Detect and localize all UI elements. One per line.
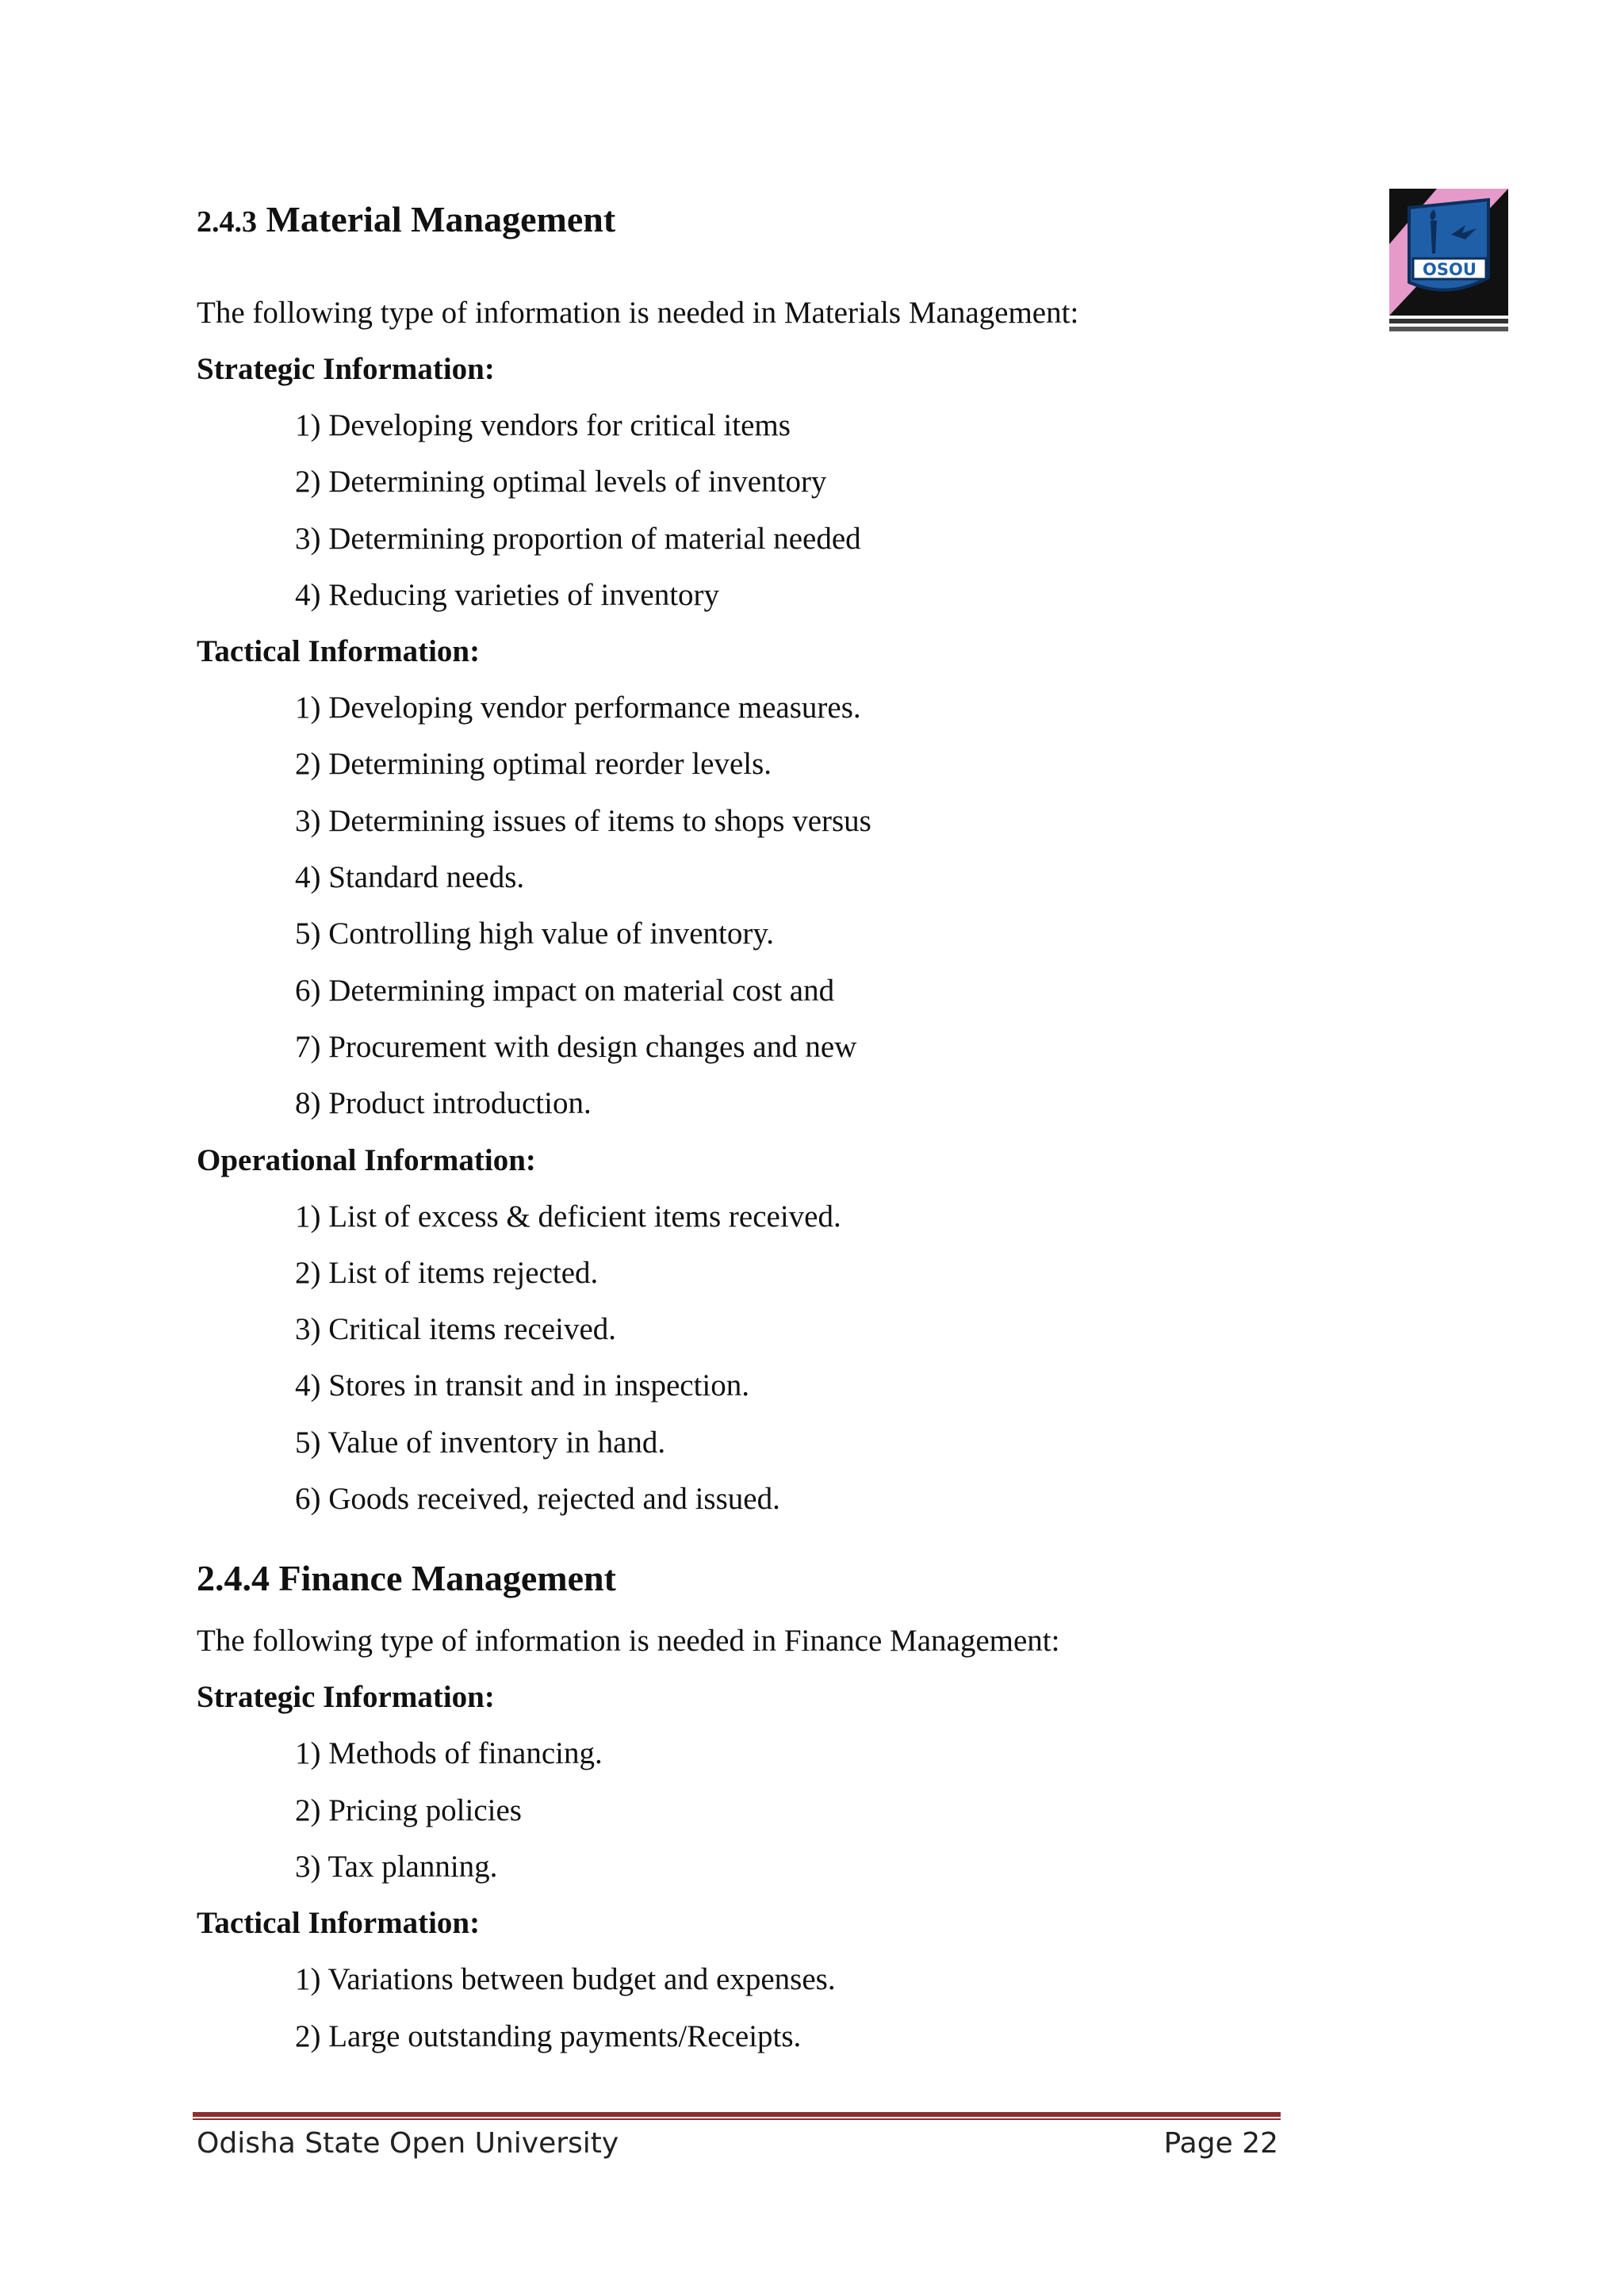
list-item: 6) Determining impact on material cost and <box>295 973 835 1008</box>
section-material-management <box>197 190 1307 1527</box>
footer-page-number: Page 22 <box>1163 2127 1278 2160</box>
tactical-list <box>197 1951 1307 2064</box>
list-item: 2) Pricing policies <box>295 1793 522 1827</box>
list-item: 1) Developing vendor performance measures. <box>295 691 861 725</box>
list-item: 3) Tax planning. <box>295 1849 498 1884</box>
footer-rule <box>193 2112 1281 2120</box>
section-title: Material Management <box>266 199 616 239</box>
list-item: 3) Determining issues of items to shops versus <box>295 803 871 838</box>
section-intro: The following type of information is needed in Finance Management: <box>197 1624 1060 1659</box>
list-item: 3) Critical items received. <box>295 1312 617 1347</box>
osou-university-logo-icon <box>1389 189 1508 336</box>
strategic-heading: Strategic Information: <box>197 1680 495 1715</box>
list-item: 8) Product introduction. <box>295 1086 592 1121</box>
section-title: Finance Management <box>278 1558 616 1599</box>
tactical-list <box>197 679 1307 1131</box>
list-item: 4) Stores in transit and in inspection. <box>295 1368 750 1403</box>
list-item: 2) Determining optimal reorder levels. <box>295 747 772 782</box>
tactical-heading: Tactical Information: <box>197 1906 481 1941</box>
section-number: 2.4.4 <box>197 1558 270 1599</box>
document-body <box>197 190 1307 2064</box>
list-item: 5) Controlling high value of inventory. <box>295 916 775 951</box>
list-item: 6) Goods received, rejected and issued. <box>295 1482 780 1517</box>
section-number: 2.4.3 <box>197 205 257 239</box>
list-item: 2) Large outstanding payments/Receipts. <box>295 2019 802 2053</box>
list-item: 4) Reducing varieties of inventory <box>295 577 720 612</box>
list-item: 1) Developing vendors for critical items <box>295 408 791 442</box>
list-item: 4) Standard needs. <box>295 860 525 895</box>
section-intro: The following type of information is needed in Materials Management: <box>197 296 1079 330</box>
section-finance-management <box>197 1549 1307 2064</box>
footer-university-name: Odisha State Open University <box>197 2127 619 2160</box>
section-heading <box>197 190 1307 251</box>
tactical-heading: Tactical Information: <box>197 634 481 669</box>
list-item: 2) List of items rejected. <box>295 1255 599 1290</box>
list-item: 1) Methods of financing. <box>295 1736 603 1771</box>
list-item: 3) Determining proportion of material needed <box>295 521 861 556</box>
strategic-list <box>197 1725 1307 1895</box>
strategic-heading: Strategic Information: <box>197 352 495 386</box>
list-item: 7) Procurement with design changes and new <box>295 1029 857 1064</box>
strategic-list <box>197 397 1307 623</box>
list-item: 1) List of excess & deficient items received. <box>295 1199 841 1234</box>
list-item: 2) Determining optimal levels of inventory <box>295 465 827 499</box>
logo-text: OSOU <box>1423 260 1477 279</box>
list-item: 5) Value of inventory in hand. <box>295 1425 666 1460</box>
list-item: 1) Variations between budget and expenses. <box>295 1962 836 1997</box>
section-heading <box>197 1549 1307 1608</box>
operational-heading: Operational Information: <box>197 1142 536 1177</box>
operational-list <box>197 1188 1307 1528</box>
